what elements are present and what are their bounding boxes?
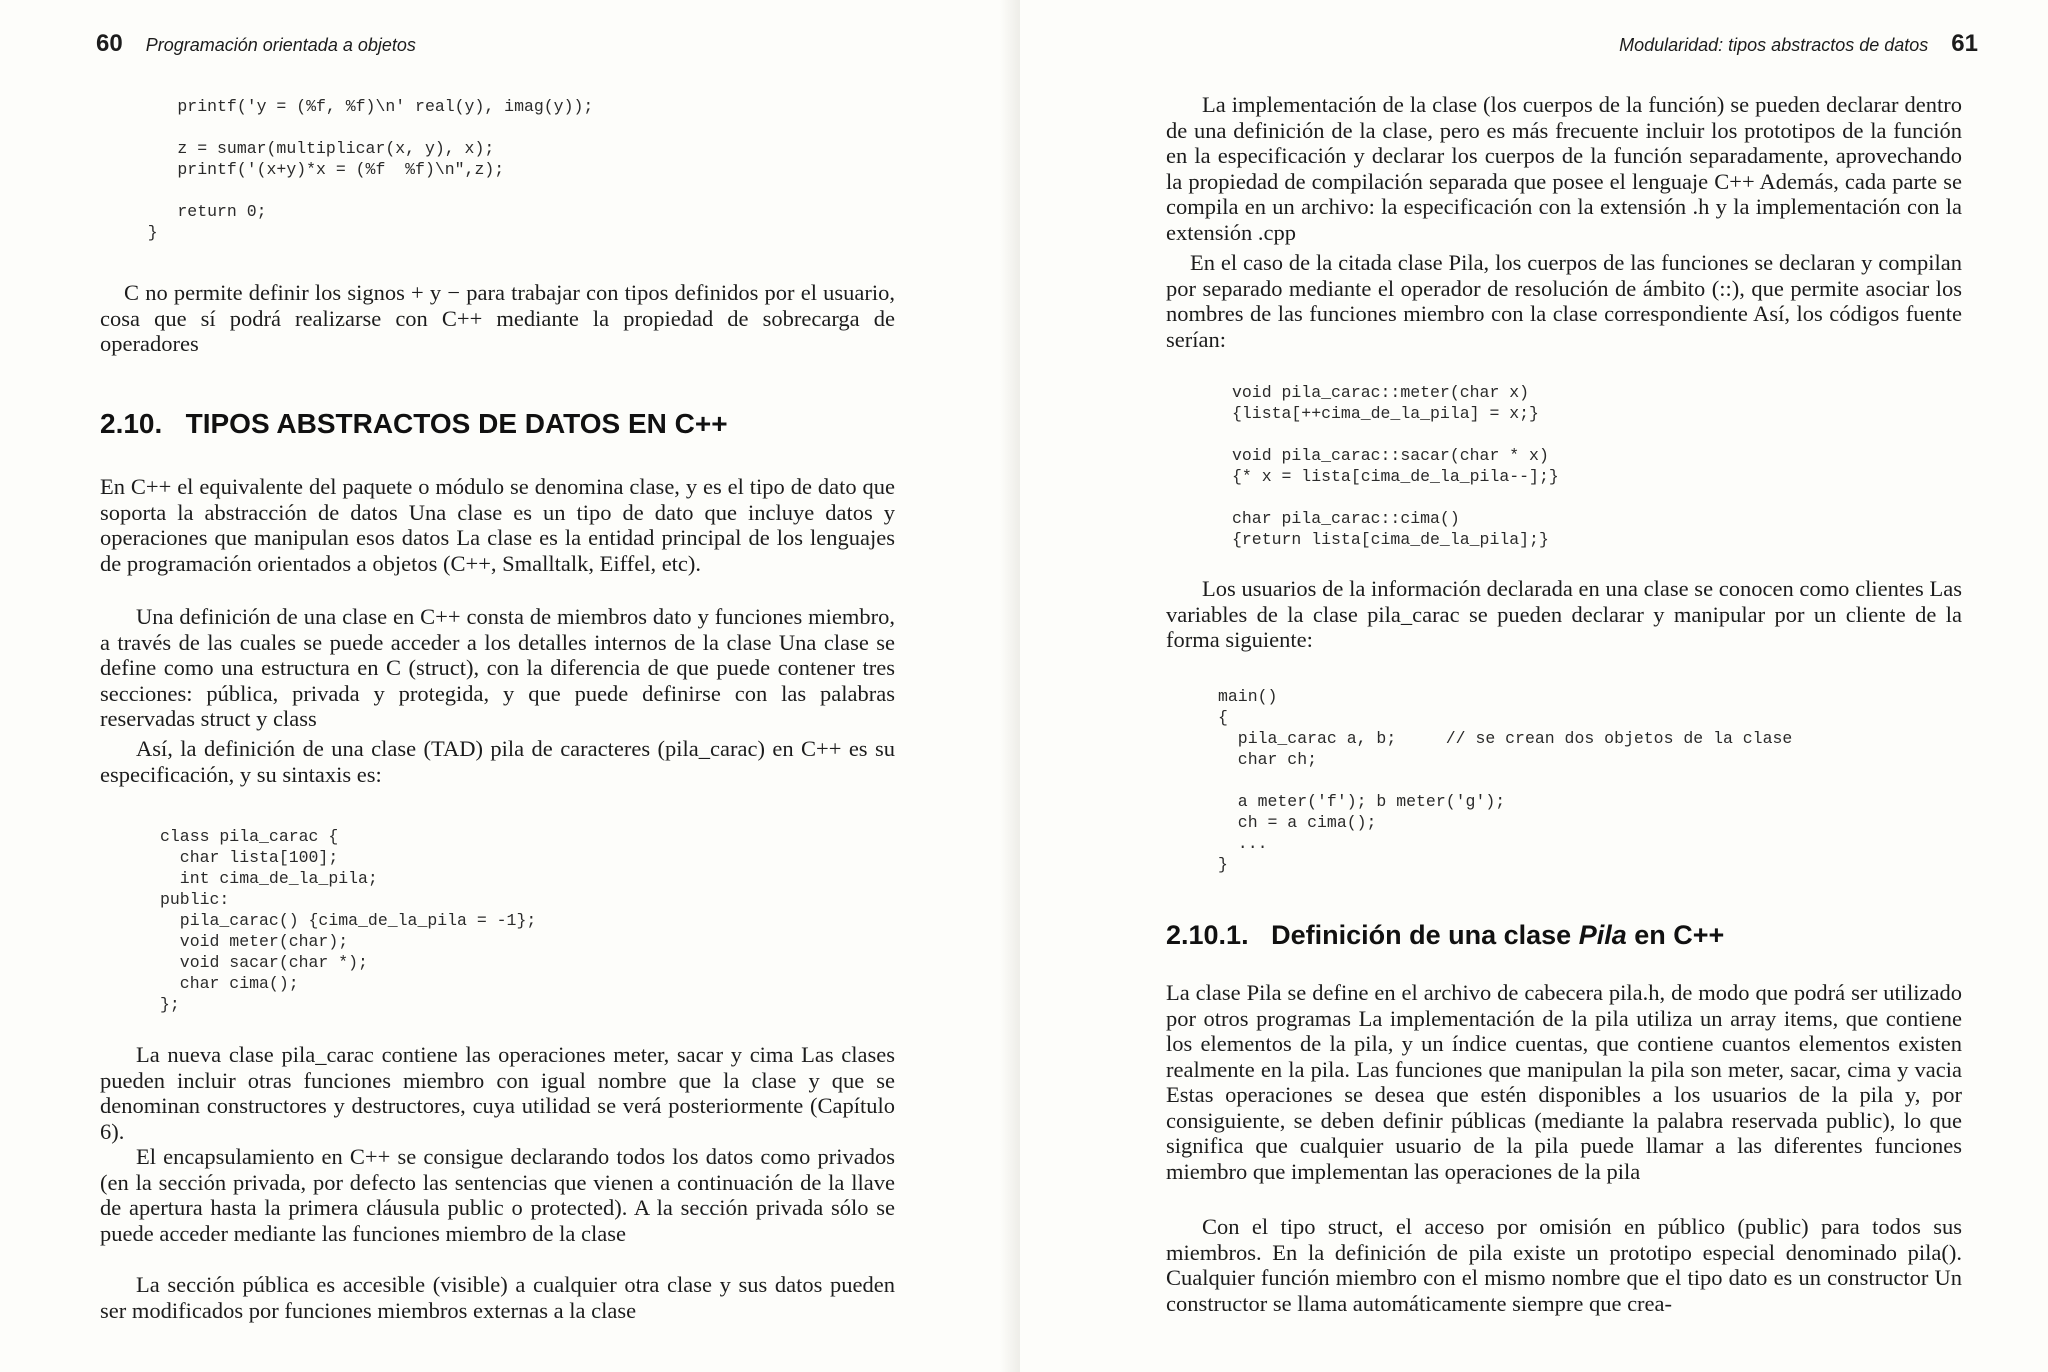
subsection-title-part-1: Definición de una clase <box>1271 920 1572 950</box>
code-block-main-end: printf('y = (%f, %f)\n' real(y), imag(y)); z = sumar(multiplicar(x, y), x); printf('(x+y)*x = (%f %f)\n",z); return 0; } <box>147 97 594 242</box>
paragraph-pila-class: La clase Pila se define en el archivo de cabecera pila.h, de modo que podrá ser utilizado por otros programas La implementación de la pila utiliza un array items, que contiene los elementos de la pila, y un índice cuentas, que contiene cuantos elementos existen realmente en la pila. Las funciones que manipulan la pila son meter, sacar, cima y vacia Estas operaciones se desea que estén disponibles a los usuarios de la pila y, por consiguiente, se deben definir públicas (mediante la palabra reservada public), lo que significa que cualquier usuario de la pila puede llamar a las diferentes funciones miembro que implementan las operaciones de la pila <box>1166 980 1962 1184</box>
subsection-title-emphasis: Pila <box>1578 920 1627 950</box>
paragraph-encapsulation: El encapsulamiento en C++ se consigue declarando todos los datos como privados (en la sección privada, por defecto las sentencias que vienen a continuación de la llave de apertura hasta la primera cláusula public o protected). A la sección privada sólo se puede acceder mediante las funciones miembro de la clase <box>100 1144 895 1246</box>
code-block-member-functions: void pila_carac::meter(char x) {lista[++cima_de_la_pila] = x;} void pila_carac::sacar(char * x) {* x = lista[cima_de_la_pila--];} char pila_carac::cima() {return lista[cima_de_la_pila];} <box>1232 383 1559 549</box>
right-page <box>1020 0 2048 1372</box>
code-block-class-pila-carac: class pila_carac { char lista[100]; int cima_de_la_pila; public: pila_carac() {cima_de_la_pila = -1}; void meter(char); void sacar(char *); char cima(); }; <box>160 827 537 1014</box>
paragraph-clients: Los usuarios de la información declarada en una clase se conocen como clientes Las variables de la clase pila_carac se pueden declarar y manipular por un cliente de la forma siguiente: <box>1166 576 1962 652</box>
paragraph-tad-spec: Así, la definición de una clase (TAD) pila de caracteres (pila_carac) en C++ es su especificación, y su sintaxis es: <box>100 736 895 787</box>
subsection-number: 2.10.1. <box>1166 920 1249 950</box>
paragraph-struct-constructor: Con el tipo struct, el acceso por omisión en público (public) para todos sus miembros. En la definición de pila existe un prototipo especial denominado pila(). Cualquier función miembro con el mismo nombre que el tipo dato es un constructor Un constructor se llama automáticamente siempre que crea- <box>1166 1214 1962 1316</box>
subsection-title-part-2: en C++ <box>1634 920 1725 950</box>
left-page-number: 60 <box>96 30 123 57</box>
paragraph-class-intro: En C++ el equivalente del paquete o módulo se denomina clase, y es el tipo de dato que soporta la abstracción de datos Una clase es un tipo de dato que incluye datos y operaciones que manipulan esos datos La clase es la entidad principal de los lenguajes de programación orientados a objetos (C++, Smalltalk, Eiffel, etc). <box>100 474 895 576</box>
left-page <box>0 0 1020 1372</box>
right-running-head <box>1601 30 1978 58</box>
subsection-heading <box>1166 920 1724 951</box>
section-heading <box>100 408 728 440</box>
paragraph-scope-operator: En el caso de la citada clase Pila, los cuerpos de las funciones se declaran y compilan por separado mediante el operador de resolución de ámbito (::), que permite asociar los nombres de las funciones miembro con la clase correspondiente Así, los códigos fuente serían: <box>1166 250 1962 352</box>
left-running-title: Programación orientada a objetos <box>145 35 416 55</box>
section-title: TIPOS ABSTRACTOS DE DATOS EN C++ <box>185 408 728 439</box>
section-number: 2.10. <box>100 408 163 439</box>
right-page-number: 61 <box>1951 30 1978 57</box>
paragraph-class-definition: Una definición de una clase en C++ consta de miembros dato y funciones miembro, a través de las cuales se puede acceder a los detalles internos de la clase Una clase se define como una estructura en C (struct), con la diferencia de que puede contener tres secciones: pública, privada y protegida, y que puede definirse con las palabras reservadas struct y class <box>100 604 895 731</box>
right-running-title: Modularidad: tipos abstractos de datos <box>1619 35 1929 55</box>
paragraph-operations: La nueva clase pila_carac contiene las operaciones meter, sacar y cima Las clases pueden incluir otras funciones miembro con igual nombre que la clase y que se denominan constructores y destructores, cuya utilidad se verá posteriormente (Capítulo 6). <box>100 1042 895 1144</box>
paragraph-operators: C no permite definir los signos + y − para trabajar con tipos definidos por el usuario, cosa que sí podrá realizarse con C++ mediante la propiedad de sobrecarga de operadores <box>100 280 895 356</box>
paragraph-implementation: La implementación de la clase (los cuerpos de la función) se pueden declarar dentro de una definición de la clase, pero es más frecuente incluir los prototipos de la función en la especificación y declarar los cuerpos de la función separadamente, aprovechando la propiedad de compilación separada que posee el lenguaje C++ Además, cada parte se compila en un archivo: la especificación con la extensión .h y la implementación con la extensión .cpp <box>1166 92 1962 245</box>
left-running-head <box>96 30 434 58</box>
code-block-main-client: main() { pila_carac a, b; // se crean dos objetos de la clase char ch; a meter('f'); b meter('g'); ch = a cima(); ... } <box>1218 687 1793 874</box>
paragraph-public-section: La sección pública es accesible (visible) a cualquier otra clase y sus datos pueden ser modificados por funciones miembros externas a la clase <box>100 1272 895 1323</box>
